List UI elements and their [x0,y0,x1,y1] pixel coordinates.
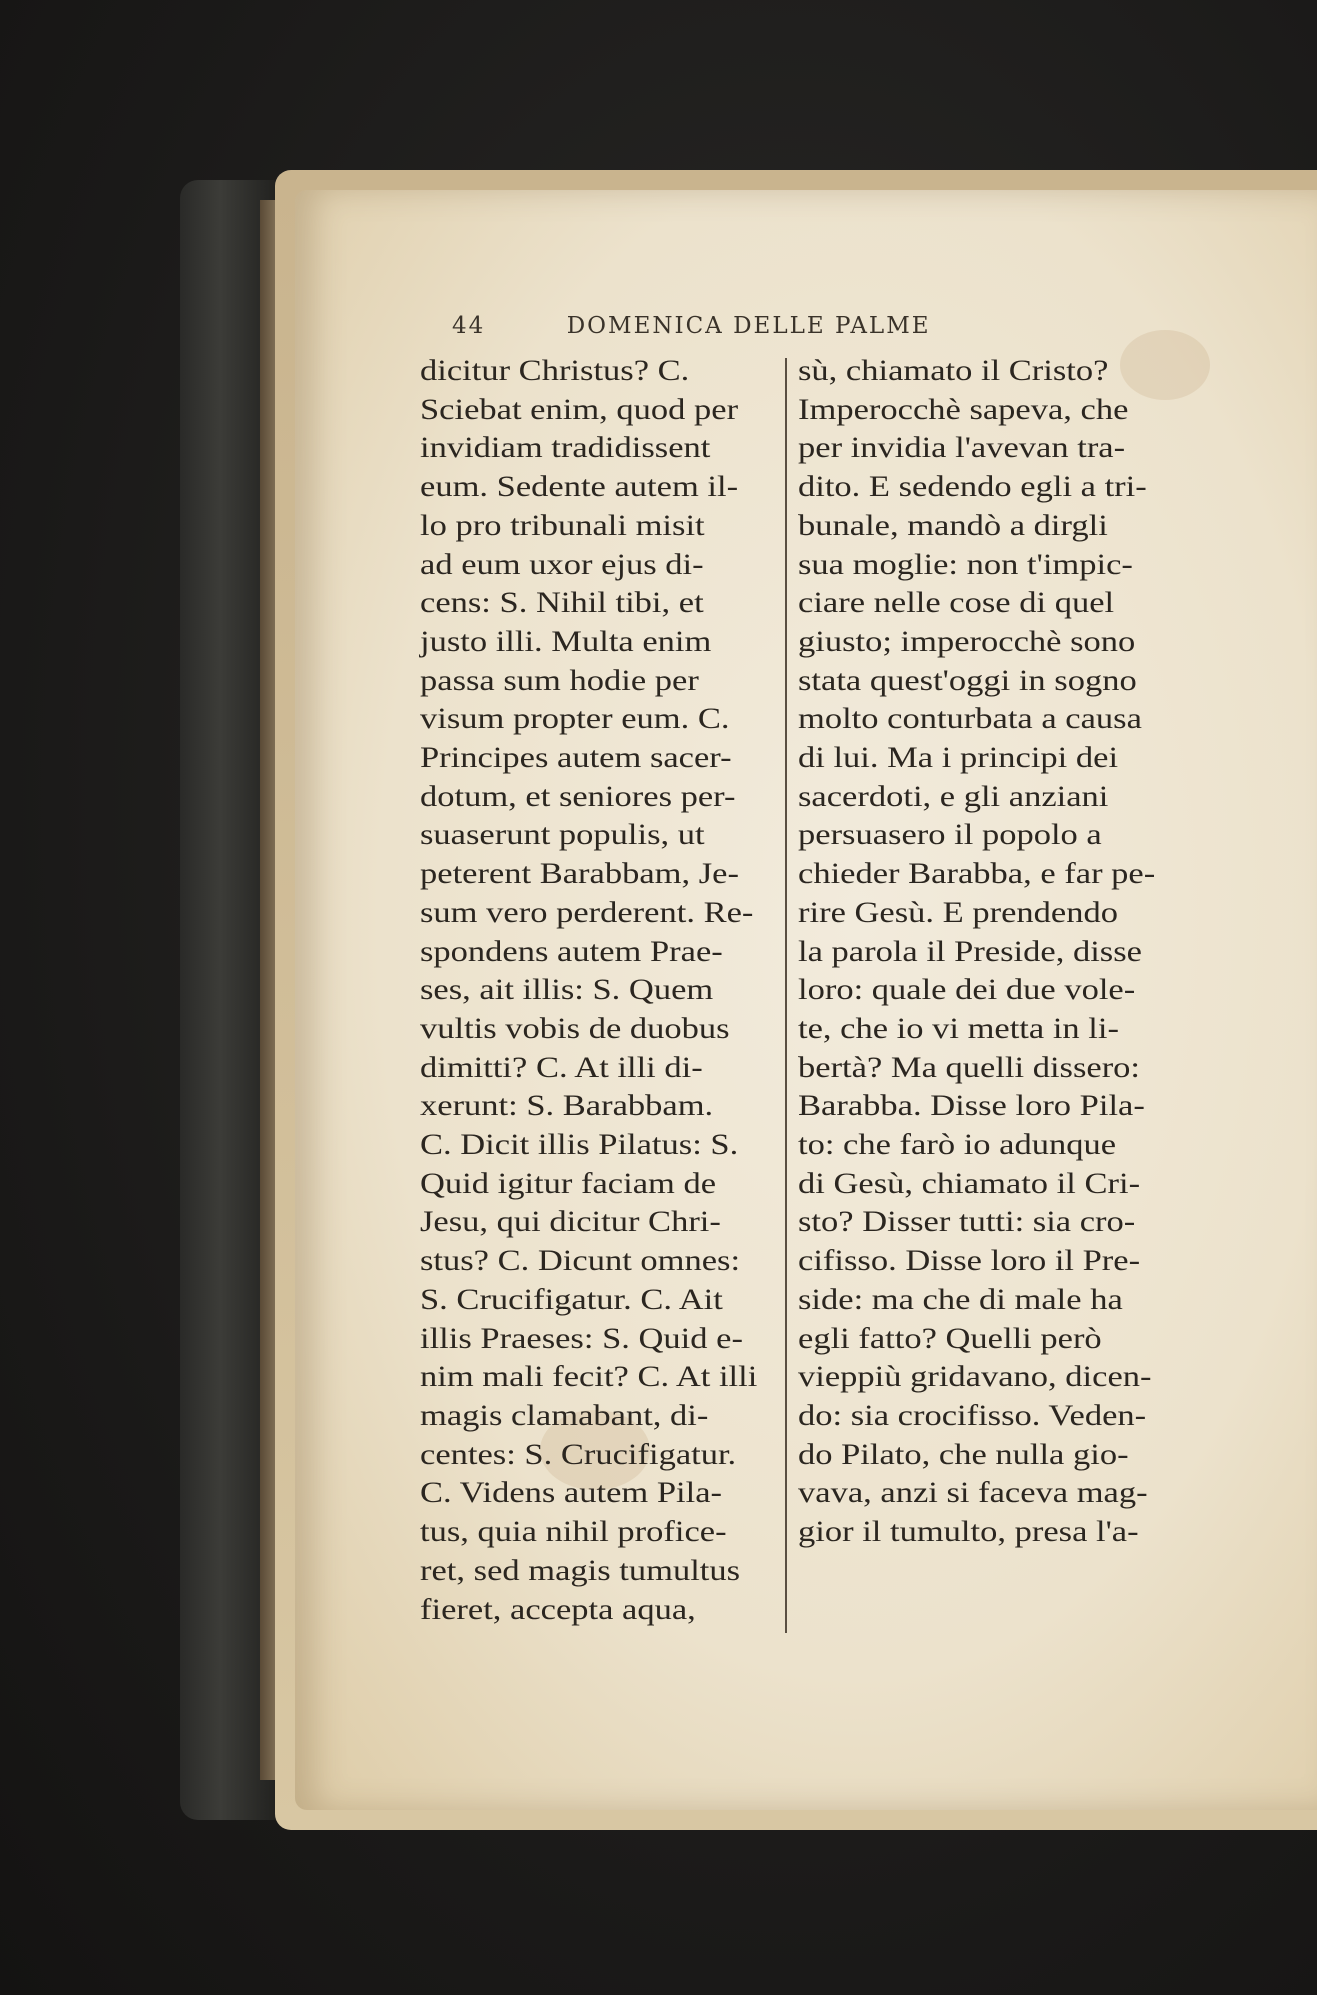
text-line: dicitur Christus? C. [420,354,690,387]
latin-text-column [420,352,772,1629]
text-line: C. Videns autem Pila- [420,1476,723,1510]
text-line: sto? Disser tutti: sia cro- [798,1205,1136,1239]
text-line: Barabba. Disse loro Pila- [798,1089,1145,1123]
text-line: stata quest'oggi in sogno [798,663,1137,697]
text-line: sù, chiamato il Cristo? [798,354,1109,387]
text-line: molto conturbata a causa [798,702,1142,736]
text-line: sum vero perderent. Re- [420,895,754,929]
text-line: vava, anzi si faceva mag- [798,1476,1148,1510]
text-line: persuasero il popolo a [798,818,1102,852]
text-line: Imperocchè sapeva, che [798,392,1129,426]
text-line: visum propter eum. C. [420,702,730,736]
text-line: justo illi. Multa enim [420,624,712,658]
text-line: eum. Sedente autem il- [420,470,739,504]
text-line: sacerdoti, e gli anziani [798,779,1109,813]
text-line: magis clamabant, di- [420,1398,709,1432]
column-divider [785,358,787,1633]
text-line: gior il tumulto, presa l'a- [798,1515,1139,1549]
text-line: bunale, mandò a dirgli [798,508,1108,542]
text-line: chieder Barabba, e far pe- [798,857,1156,891]
text-line: tus, quia nihil profice- [420,1515,727,1549]
text-line: per invidia l'avevan tra- [798,431,1126,465]
text-line: egli fatto? Quelli però [798,1321,1102,1355]
text-line: stus? C. Dicunt omnes: [420,1244,741,1278]
text-line: spondens autem Prae- [420,934,723,968]
text-line: peterent Barabbam, Je- [420,857,739,891]
text-line: te, che io vi metta in li- [798,1011,1119,1045]
text-line: Principes autem sacer- [420,741,732,775]
text-line: illis Praeses: S. Quid e- [420,1321,743,1355]
text-line: to: che farò io adunque [798,1128,1117,1162]
text-line: ses, ait illis: S. Quem [420,973,714,1007]
text-line: side: ma che di male ha [798,1282,1123,1316]
text-line: rire Gesù. E prendendo [798,895,1118,929]
text-line: do: sia crocifisso. Veden- [798,1398,1147,1432]
text-line: dimitti? C. At illi di- [420,1050,703,1084]
text-line: invidiam tradidissent [420,431,711,465]
text-line: di lui. Ma i principi dei [798,741,1119,775]
text-line: centes: S. Crucifigatur. [420,1437,737,1471]
text-line: di Gesù, chiamato il Cri- [798,1166,1141,1200]
text-line: ciare nelle cose di quel [798,586,1115,620]
text-line: xerunt: S. Barabbam. [420,1089,714,1123]
text-line: vultis vobis de duobus [420,1011,730,1045]
text-line: cifisso. Disse loro il Pre- [798,1244,1141,1278]
text-line: dotum, et seniores per- [420,779,736,813]
text-line: vieppiù gridavano, dicen- [798,1360,1152,1394]
running-head [452,313,1012,339]
running-title: DOMENICA DELLE PALME [566,313,931,339]
text-line: cens: S. Nihil tibi, et [420,586,704,620]
text-line: ret, sed magis tumultus [420,1553,741,1587]
italian-text-column [798,352,1194,1552]
text-line: suaserunt populis, ut [420,818,705,852]
text-line: ad eum uxor ejus di- [420,547,704,581]
text-line: do Pilato, che nulla gio- [798,1437,1129,1471]
text-line: Sciebat enim, quod per [420,392,739,426]
text-line: la parola il Preside, disse [798,934,1142,968]
text-line: sua moglie: non t'impic- [798,547,1133,581]
page-number: 44 [452,313,486,339]
text-line: C. Dicit illis Pilatus: S. [420,1128,739,1162]
text-line: fieret, accepta aqua, [420,1592,696,1626]
text-line: S. Crucifigatur. C. Ait [420,1282,723,1316]
text-line: dito. E sedendo egli a tri- [798,470,1147,504]
text-line: lo pro tribunali misit [420,508,705,542]
text-line: bertà? Ma quelli dissero: [798,1050,1141,1084]
text-line: Jesu, qui dicitur Chri- [420,1205,721,1239]
text-line: Quid igitur faciam de [420,1166,717,1200]
text-line: loro: quale dei due vole- [798,973,1136,1007]
text-line: nim mali fecit? C. At illi [420,1360,758,1394]
text-line: giusto; imperocchè sono [798,624,1136,658]
text-line: passa sum hodie per [420,663,699,697]
